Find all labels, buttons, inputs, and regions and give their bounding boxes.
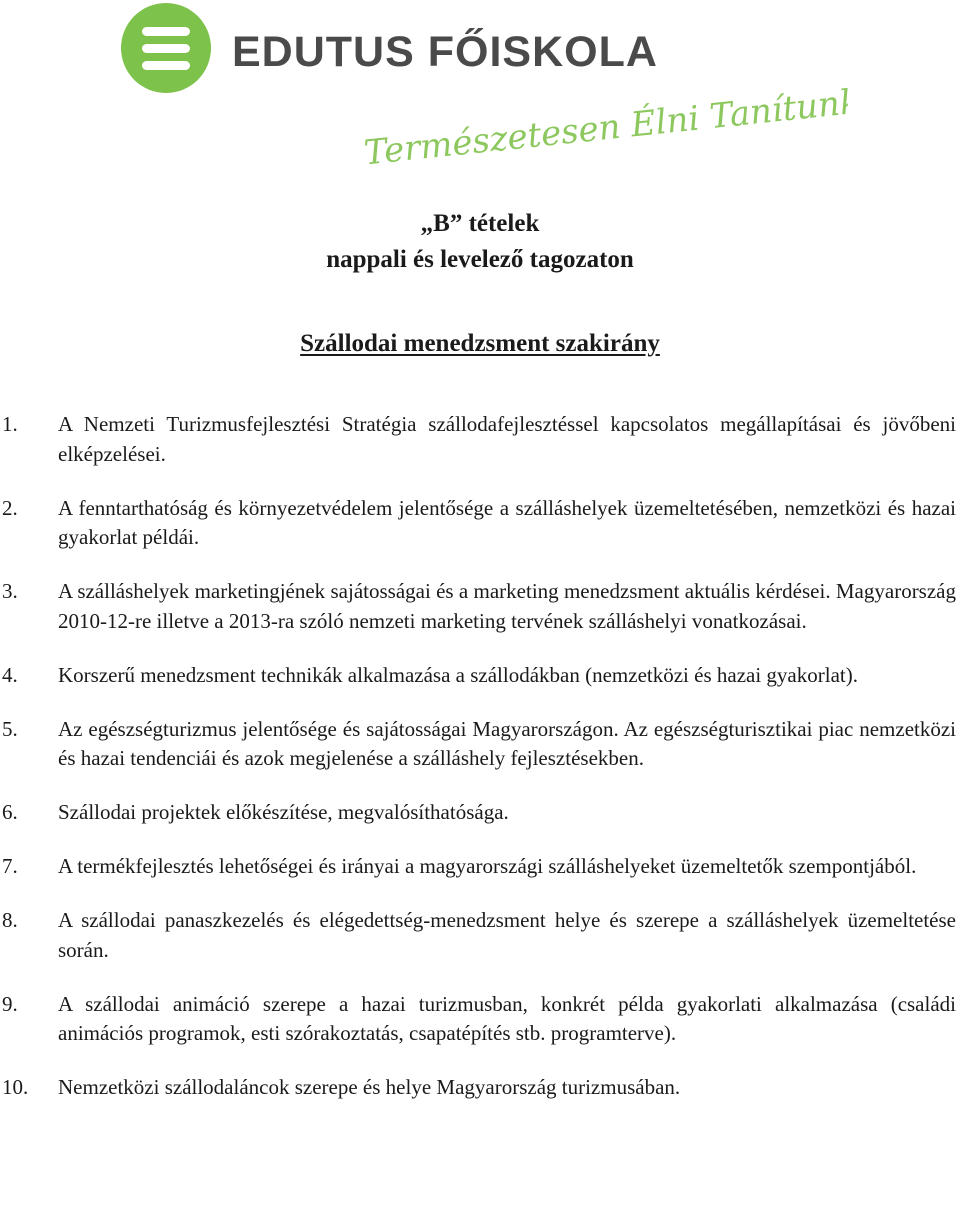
topic-item-8 xyxy=(0,906,960,965)
header-logo xyxy=(118,0,848,185)
topic-number: 2. xyxy=(2,495,18,520)
edutus-logo xyxy=(118,0,848,185)
topic-text: Az egészségturizmus jelentősége és sajátosságai Magyarországon. Az egészségturisztikai piac nemzetközi és hazai tendenciái és azok megjelenése a szálláshely fejlesztésekben. xyxy=(58,716,956,770)
topic-text: A Nemzeti Turizmusfejlesztési Stratégia szállodafejlesztéssel kapcsolatos megállapításai és jövőbeni elképzelései. xyxy=(58,412,956,466)
topic-number: 10. xyxy=(2,1075,29,1099)
topic-text: A szállodai animáció szerepe a hazai turizmusban, konkrét példa gyakorlati alkalmazása (családi animációs programok, esti szórakoztatás, csapatépítés stb. programterve). xyxy=(58,991,956,1045)
topic-number: 6. xyxy=(2,800,18,824)
topic-item-5 xyxy=(0,715,960,774)
topic-text: Korszerű menedzsment technikák alkalmazása a szállodákban (nemzetközi és hazai gyakorlat). xyxy=(58,662,858,687)
document-heading xyxy=(0,206,960,278)
subject-title xyxy=(0,326,960,362)
subject-title-text: Szállodai menedzsment szakirány xyxy=(300,330,660,357)
topic-item-3 xyxy=(0,577,960,636)
topic-list xyxy=(0,410,960,1127)
topic-number: 1. xyxy=(2,412,18,436)
topic-item-4 xyxy=(0,661,960,691)
topic-number: 4. xyxy=(2,662,18,687)
topic-item-9 xyxy=(0,990,960,1049)
topic-number: 9. xyxy=(2,991,18,1016)
topic-text: Nemzetközi szállodaláncok szerepe és helye Magyarország turizmusában. xyxy=(58,1075,681,1099)
topic-text: A szállodai panaszkezelés és elégedettség-menedzsment helye és szerepe a szálláshelyek üzemeltetése során. xyxy=(58,908,956,962)
topic-item-10 xyxy=(0,1073,960,1103)
heading-line-2: nappali és levelező tagozaton xyxy=(326,246,634,273)
logo-wordmark: EDUTUS FŐISKOLA xyxy=(232,28,658,76)
topic-number: 3. xyxy=(2,579,18,603)
topic-text: A szálláshelyek marketingjének sajátosságai és a marketing menedzsment aktuális kérdései. Magyarország 2010-12-re illetve a 2013-ra szóló nemzeti marketing tervének szálláshelyi vonatkozásai. xyxy=(58,579,956,633)
topic-number: 8. xyxy=(2,908,18,932)
heading-line-1: „B” tételek xyxy=(420,210,540,237)
topic-item-6 xyxy=(0,798,960,828)
topic-item-2 xyxy=(0,494,960,553)
topic-number: 7. xyxy=(2,854,18,878)
topic-item-7 xyxy=(0,852,960,882)
topic-text: Szállodai projektek előkészítése, megvalósíthatósága. xyxy=(58,800,509,824)
logo-slogan: Természetesen Élni Tanítunk! xyxy=(362,80,848,174)
topic-item-1 xyxy=(0,410,960,469)
topic-text: A fenntarthatóság és környezetvédelem jelentősége a szálláshelyek üzemeltetésében, nemzetközi és hazai gyakorlat példái. xyxy=(58,495,956,549)
topic-number: 5. xyxy=(2,716,18,741)
topic-text: A termékfejlesztés lehetőségei és irányai a magyarországi szálláshelyeket üzemeltetők szempontjából. xyxy=(58,854,917,878)
